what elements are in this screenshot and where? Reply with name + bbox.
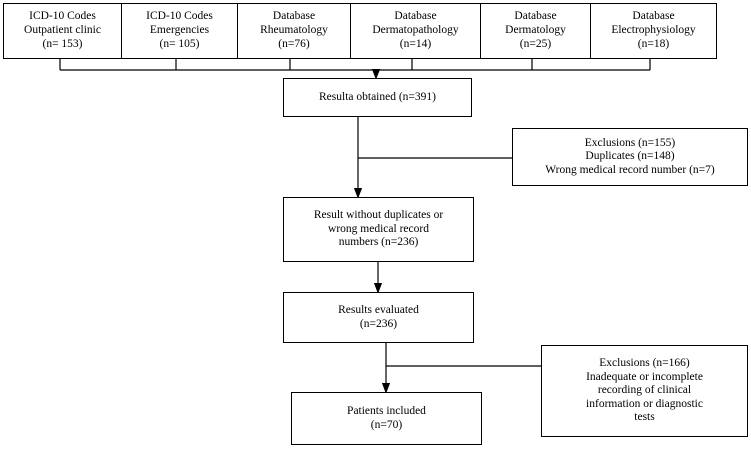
source-line: Outpatient clinic [24, 24, 101, 37]
source-line: (n=25) [519, 37, 552, 50]
source-line: Electrophysiology [611, 24, 696, 37]
node-line: (n=236) [359, 317, 398, 330]
node-patients-included [291, 392, 482, 445]
node-line: Exclusions (n=155) [584, 136, 676, 149]
source-line: Database [514, 10, 557, 23]
node-line: numbers (n=236) [338, 236, 419, 249]
source-box-icd10-outpatient [4, 4, 122, 58]
node-line: recording of clinical [597, 384, 692, 397]
source-line: (n=18) [637, 37, 670, 50]
node-line: wrong medical record [328, 222, 429, 235]
source-line: (n= 105) [159, 37, 200, 50]
source-line: (n= 153) [42, 37, 83, 50]
node-exclusions-inadequate-records [541, 345, 748, 437]
node-line: Inadequate or incomplete [586, 370, 703, 383]
node-results-obtained [283, 78, 472, 117]
node-line: Result without duplicates or [313, 209, 444, 222]
source-line: Database [632, 10, 675, 23]
node-line: Duplicates (n=148) [585, 150, 675, 163]
source-box-database-rheumatology [238, 4, 351, 58]
source-line: Emergencies [149, 24, 210, 37]
source-box-database-dermatopathology [351, 4, 481, 58]
source-box-database-dermatology [481, 4, 591, 58]
node-line: Wrong medical record number (n=7) [545, 163, 715, 176]
node-line: Patients included [347, 404, 426, 417]
source-line: ICD-10 Codes [146, 10, 213, 23]
node-line: Resulta obtained (n=391) [319, 90, 436, 103]
source-line: Dermatology [505, 24, 566, 37]
source-box-icd10-emergencies [122, 4, 238, 58]
source-line: (n=76) [278, 37, 310, 50]
source-line: Dermatopathology [372, 24, 459, 37]
data-sources-row [3, 3, 717, 59]
source-box-database-electrophysiology [591, 4, 716, 58]
node-result-without-duplicates [283, 197, 474, 262]
source-line: (n=14) [399, 37, 432, 50]
node-line: information or diagnostic [586, 397, 703, 410]
node-line: Exclusions (n=166) [599, 357, 690, 370]
node-exclusions-duplicates [512, 128, 748, 186]
node-results-evaluated [283, 292, 474, 343]
source-line: ICD-10 Codes [29, 10, 96, 23]
node-line: tests [634, 411, 655, 424]
source-line: Rheumatology [260, 24, 328, 37]
source-line: Database [394, 10, 437, 23]
source-line: Database [272, 10, 316, 23]
node-line: (n=70) [370, 418, 403, 431]
node-line: Results evaluated [338, 303, 419, 316]
